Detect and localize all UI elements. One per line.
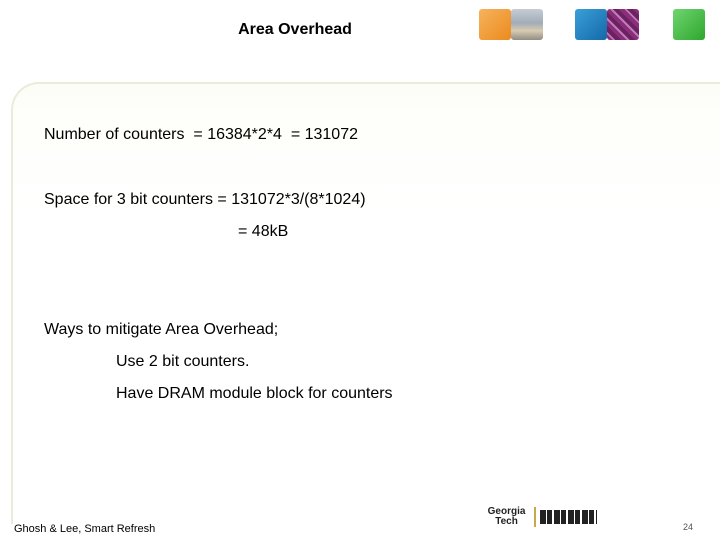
blue-decor-tile [575,9,607,40]
counters-line: Number of counters = 16384*2*4 = 131072 [44,126,358,143]
mitigate-item-1: Use 2 bit counters. [116,353,250,370]
chip-photo-tile [607,9,639,40]
page-number: 24 [683,522,694,532]
content-frame [11,82,720,524]
footer-authors: Ghosh & Lee, Smart Refresh [14,523,156,535]
orange-decor-tile [479,9,511,40]
mitigate-heading: Ways to mitigate Area Overhead; [44,321,279,338]
mitigate-item-2: Have DRAM module block for counters [116,385,393,402]
georgia-tech-wordmark [482,507,536,527]
green-decor-tile [673,9,705,40]
space-line: Space for 3 bit counters = 131072*3/(8*1024) [44,191,366,208]
slide-title: Area Overhead [238,21,352,38]
logo-line-1: Georgia [487,506,526,517]
mars-logo-mark [540,510,597,524]
building-photo-tile [511,9,543,40]
georgia-tech-mars-logo [482,503,597,531]
logo-line-2: Tech [495,516,518,527]
space-result-line: = 48kB [238,223,289,240]
